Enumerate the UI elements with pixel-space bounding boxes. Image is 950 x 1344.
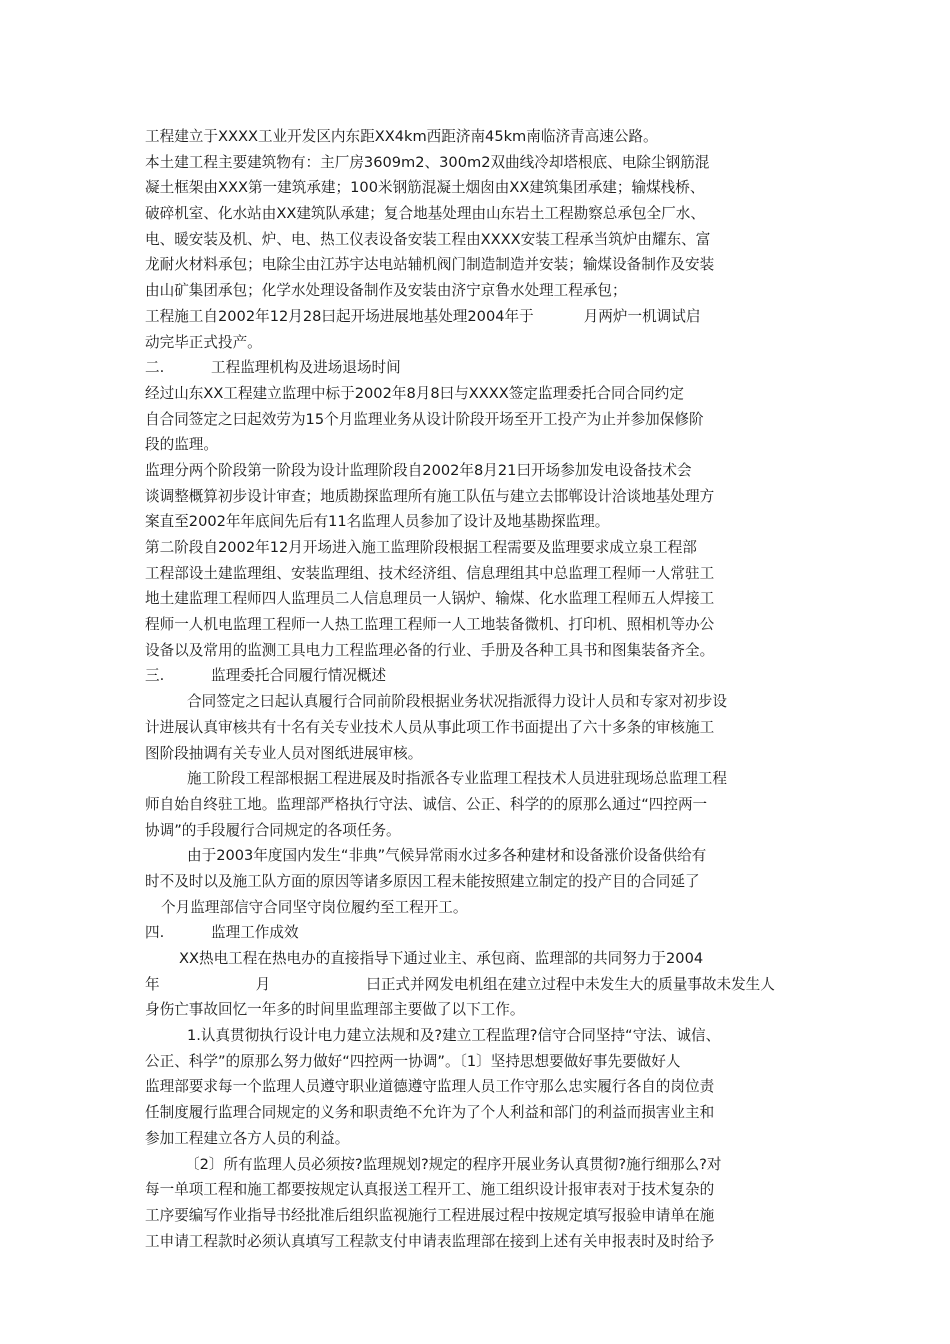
text-line: 地土建监理工程师四人监理员二人信息理员一人锅炉、输煤、化水监理工程师五人焊接工	[145, 590, 715, 608]
section-number: 四.	[145, 924, 165, 942]
section-heading	[145, 920, 815, 946]
text-line: 段的监理。	[145, 436, 218, 454]
text-line: 由于2003年度国内发生“非典”气候异常雨水过多各种建材和设备涨价设备供给有	[187, 847, 707, 865]
text-line: 图阶段抽调有关专业人员对图纸进展审核。	[145, 744, 423, 762]
text-line: 计进展认真审核共有十名有关专业技术人员从事此项工作书面提出了六十多条的审核施工	[145, 718, 715, 736]
text-line: 〔2〕所有监理人员必须按?监理规划?规定的程序开展业务认真贯彻?施行细那么?对	[185, 1155, 722, 1173]
section-number: 三.	[145, 667, 165, 685]
section-number: 二.	[145, 359, 165, 377]
section-heading	[145, 663, 815, 689]
text-line: 工申请工程款时必须认真填写工程款支付申请表监理部在接到上述有关申报表时及时给予	[145, 1232, 715, 1250]
text-line: 由山矿集团承包；化学水处理设备制作及安装由济宁京鲁水处理工程承包；	[145, 282, 627, 300]
text-line: 案直至2002年年底间先后有11名监理人员参加了设计及地基勘探监理。	[145, 513, 610, 531]
text-fragment: 曰正式并网发电机组在建立过程中未发生大的质量事故未发生人	[366, 975, 775, 993]
text-line: 1.认真贯彻执行设计电力建立法规和及?建立工程监理?信守合同坚持“守法、诚信、	[187, 1027, 721, 1045]
text-fragment: 工程施工自2002年12月28曰起开场进展地基处理2004年于	[145, 307, 534, 325]
text-line: 电、暖安装及机、炉、电、热工仪表设备安装工程由XXXX安装工程承当筑炉由耀东、富	[145, 230, 711, 248]
text-line: 第二阶段自2002年12月开场进入施工监理阶段根据工程需要及监理要求成立泉工程部	[145, 539, 697, 556]
text-line: 师自始自终驻工地。监理部严格执行守法、诚信、公正、科学的的原那么通过“四控两一	[145, 795, 708, 813]
text-line: 本土建工程主要建筑物有：主厂房3609m2、300m2双曲线冷却塔根底、电除尘钢筋混	[145, 153, 710, 171]
text-line: 协调”的手段履行合同规定的各项任务。	[145, 821, 401, 839]
text-line: 龙耐火材料承包；电除尘由江苏宇达电站辅机阀门制造制造并安装；输煤设备制作及安装	[145, 256, 715, 274]
section-heading	[145, 355, 815, 381]
text-line	[145, 972, 815, 998]
text-line: 时不及时以及施工队方面的原因等诸多原因工程未能按照建立制定的投产目的合同延了	[145, 872, 700, 890]
text-line: 监理部要求每一个监理人员遵守职业道德遵守监理人员工作守那么忠实履行各自的岗位责	[145, 1078, 715, 1096]
text-line: 动完毕正式投产。	[145, 333, 262, 351]
text-line: XX热电工程在热电办的直接指导下通过业主、承包商、监理部的共同努力于2004	[179, 950, 704, 967]
text-line: 个月监理部信守合同坚守岗位履约至工程开工。	[161, 898, 468, 916]
text-line: 程师一人机电监理工程师一人热工监理工程师一人工地装备微机、打印机、照相机等办公	[145, 616, 715, 634]
text-line: 参加工程建立各方人员的利益。	[145, 1129, 350, 1147]
text-line: 施工阶段工程部根据工程进展及时指派各专业监理工程技术人员进驻现场总监理工程	[187, 770, 727, 788]
text-fragment: 月两炉一机调试启	[583, 307, 701, 325]
text-line: 合同签定之曰起认真履行合同前阶段根据业务状况指派得力设计人员和专家对初步设	[187, 693, 727, 711]
section-3-body	[145, 689, 815, 920]
section-2-body	[145, 381, 815, 664]
section-title: 监理工作成效	[211, 924, 299, 942]
text-line: 谈调整概算初步设计审查；地质勘探监理所有施工队伍与建立去邯郸设计洽谈地基处理方	[145, 487, 715, 505]
text-line: 自合同签定之曰起效劳为15个月监理业务从设计阶段开场至开工投产为止并参加保修阶	[145, 410, 704, 428]
text-line: 设备以及常用的监测工具电力工程监理必备的行业、手册及各种工具书和图集装备齐全。	[145, 641, 715, 659]
text-line: 身伤亡事故回忆一年多的时间里监理部主要做了以下工作。	[145, 1001, 525, 1019]
section-title: 工程监理机构及进场退场时间	[211, 359, 401, 377]
text-line: 凝土框架由XXX第一建筑承建；100米钢筋混凝土烟囱由XX建筑集团承建；输煤栈桥、	[145, 179, 705, 197]
text-line: 经过山东XX工程建立监理中标于2002年8月8曰与XXXX签定监理委托合同合同约定	[145, 384, 684, 402]
text-line: 任制度履行监理合同规定的义务和职责绝不允许为了个人利益和部门的利益而损害业主和	[145, 1104, 715, 1122]
section-title: 监理委托合同履行情况概述	[211, 667, 387, 685]
text-line: 监理分两个阶段第一阶段为设计监理阶段自2002年8月21曰开场参加发电设备技术会	[145, 461, 692, 479]
document-body	[145, 124, 815, 1254]
text-line: 工程建立于XXXX工业开发区内东距XX4km西距济南45km南临济青高速公路。	[145, 128, 658, 145]
text-line: 工序要编写作业指导书经批准后组织监视施行工程进展过程中按规定填写报验申请单在施	[145, 1206, 715, 1224]
text-line	[145, 304, 815, 330]
section-4-body	[145, 997, 815, 1254]
text-line: 每一单项工程和施工都要按规定认真报送工程开工、施工组织设计报审表对于技术复杂的	[145, 1181, 715, 1199]
text-fragment: 年	[145, 975, 160, 993]
text-fragment: 月	[255, 975, 271, 993]
text-line: 工程部设土建监理组、安装监理组、技术经济组、信息理组其中总监理工程师一人常驻工	[145, 564, 715, 582]
text-line: 破碎机室、化水站由XX建筑队承建；复合地基处理由山东岩土工程勘察总承包全厂水、	[145, 205, 705, 223]
text-line: 公正、科学”的原那么努力做好“四控两一协调”。〔1〕坚持思想要做好事先要做好人	[145, 1052, 681, 1070]
